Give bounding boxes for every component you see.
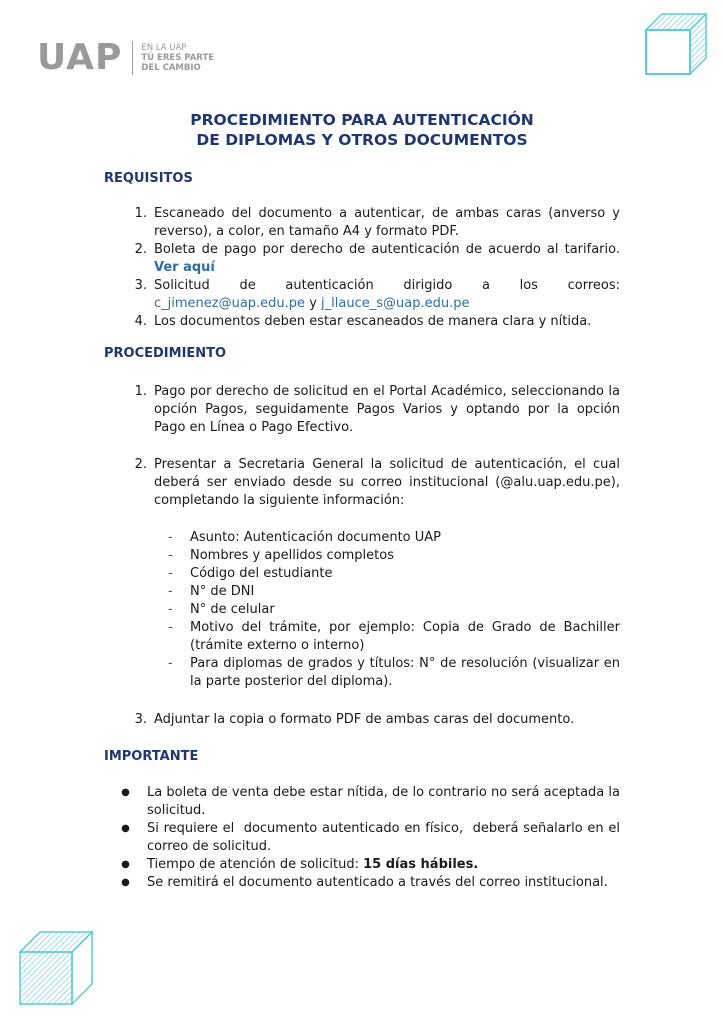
sublist-item <box>168 583 620 601</box>
item-text: Pago por derecho de solicitud en el Portal Académico, seleccionando la opción Pagos, seguidamente Pagos Varios y optando por la opción Pago en Línea o Pago Efectivo. <box>154 384 620 435</box>
bullet-marker: ● <box>121 859 130 870</box>
bullet-text: La boleta de venta debe estar nítida, de lo contrario no será aceptada la solicitud. <box>147 785 620 818</box>
sublist-text: Código del estudiante <box>190 566 333 581</box>
list-item <box>104 313 620 331</box>
list-item <box>104 383 620 437</box>
item-text-body: Solicitud de autenticación dirigido a los correos: <box>154 278 620 293</box>
item-number: 3. <box>134 712 147 727</box>
page-title <box>0 110 724 150</box>
item-text <box>154 241 620 277</box>
sublist-text: Asunto: Autenticación documento UAP <box>190 530 442 545</box>
bullet-marker: ● <box>121 877 130 888</box>
procedimiento-step-1 <box>104 383 620 437</box>
dash-marker: - <box>168 566 173 581</box>
dash-marker: - <box>168 530 173 545</box>
bullet-marker: ● <box>121 787 130 798</box>
item-text-joiner: y <box>305 296 322 311</box>
item-number: 1. <box>134 384 147 399</box>
section-heading-importante: IMPORTANTE <box>104 749 199 764</box>
title-line-1: PROCEDIMIENTO PARA AUTENTICACIÓN <box>190 111 534 129</box>
procedimiento-step-3 <box>104 711 620 729</box>
logo-tagline-line-1: EN LA UAP <box>141 43 187 53</box>
section-heading-procedimiento: PROCEDIMIENTO <box>104 346 227 361</box>
sublist-text: N° de DNI <box>190 584 255 599</box>
bullet-text: Se remitirá el documento autenticado a través del correo institucional. <box>147 875 608 890</box>
sublist-item <box>168 619 620 655</box>
bullet-text: Si requiere el documento autenticado en físico, deberá señalarlo en el correo de solicitud. <box>147 821 625 854</box>
bullet-text <box>147 856 620 874</box>
logo-tagline-line-2: TÚ ERES PARTE <box>141 53 215 63</box>
informacion-sublist <box>168 529 620 691</box>
bullet-text-body: Tiempo de atención de solicitud: <box>147 857 364 872</box>
cube-decoration-top <box>642 10 710 82</box>
item-text-body: Boleta de pago por derecho de autenticación de acuerdo al tarifario. <box>154 242 620 257</box>
dash-marker: - <box>168 584 173 599</box>
bullet-item <box>104 856 620 874</box>
bullet-text-bold: 15 días hábiles. <box>363 857 479 872</box>
list-item <box>104 456 620 510</box>
bullet-item <box>104 874 620 892</box>
logo-divider <box>132 41 133 75</box>
item-number: 1. <box>134 206 147 221</box>
sublist-text: Para diplomas de grados y títulos: N° de resolución (visualizar en la parte posterior del diploma). <box>190 656 620 689</box>
list-item <box>104 711 620 729</box>
dash-marker: - <box>168 620 173 635</box>
email-link-jimenez[interactable]: c_jimenez@uap.edu.pe <box>154 296 306 311</box>
dash-marker: - <box>168 548 173 563</box>
item-text <box>154 277 620 313</box>
sublist-item <box>168 529 620 547</box>
bullet-item <box>104 820 625 856</box>
item-text: Adjuntar la copia o formato PDF de ambas caras del documento. <box>154 712 575 727</box>
logo-tagline-line-3: DEL CAMBIO <box>141 63 201 73</box>
sublist-item <box>168 565 620 583</box>
importante-list <box>104 784 625 892</box>
procedimiento-step-2 <box>104 456 620 510</box>
logo-mark: UAP <box>37 37 123 78</box>
title-line-2: DE DIPLOMAS Y OTROS DOCUMENTOS <box>196 131 528 149</box>
list-item <box>104 277 620 313</box>
dash-marker: - <box>168 602 173 617</box>
item-number: 4. <box>134 314 147 329</box>
ver-aqui-link[interactable]: Ver aquí <box>154 260 215 275</box>
list-item <box>104 241 620 277</box>
cube-decoration-bottom <box>16 928 96 1008</box>
item-number: 3. <box>134 278 147 293</box>
dash-marker: - <box>168 656 173 671</box>
sublist-text: Nombres y apellidos completos <box>190 548 394 563</box>
requisitos-list <box>104 205 620 331</box>
item-text: Los documentos deben estar escaneados de manera clara y nítida. <box>154 314 592 329</box>
sublist-text: Motivo del trámite, por ejemplo: Copia de Grado de Bachiller (trámite externo o interno) <box>190 620 620 653</box>
sublist-text: N° de celular <box>190 602 275 617</box>
sublist-item <box>168 601 620 619</box>
uap-logo <box>37 37 215 78</box>
section-heading-requisitos: REQUISITOS <box>104 171 193 186</box>
list-item <box>104 205 620 241</box>
item-text: Escaneado del documento a autenticar, de ambas caras (anverso y reverso), a color, en tamaño A4 y formato PDF. <box>154 206 620 239</box>
item-number: 2. <box>134 457 147 472</box>
logo-tagline <box>141 43 214 73</box>
bullet-marker: ● <box>121 823 130 834</box>
sublist-item <box>168 547 620 565</box>
bullet-item <box>104 784 620 820</box>
item-text: Presentar a Secretaria General la solicitud de autenticación, el cual deberá ser enviado desde su correo institucional (@alu.uap.edu.pe), completando la siguiente información: <box>154 457 620 508</box>
item-number: 2. <box>134 242 147 257</box>
sublist-item <box>168 655 620 691</box>
email-link-llauce[interactable]: j_llauce_s@uap.edu.pe <box>321 296 470 311</box>
